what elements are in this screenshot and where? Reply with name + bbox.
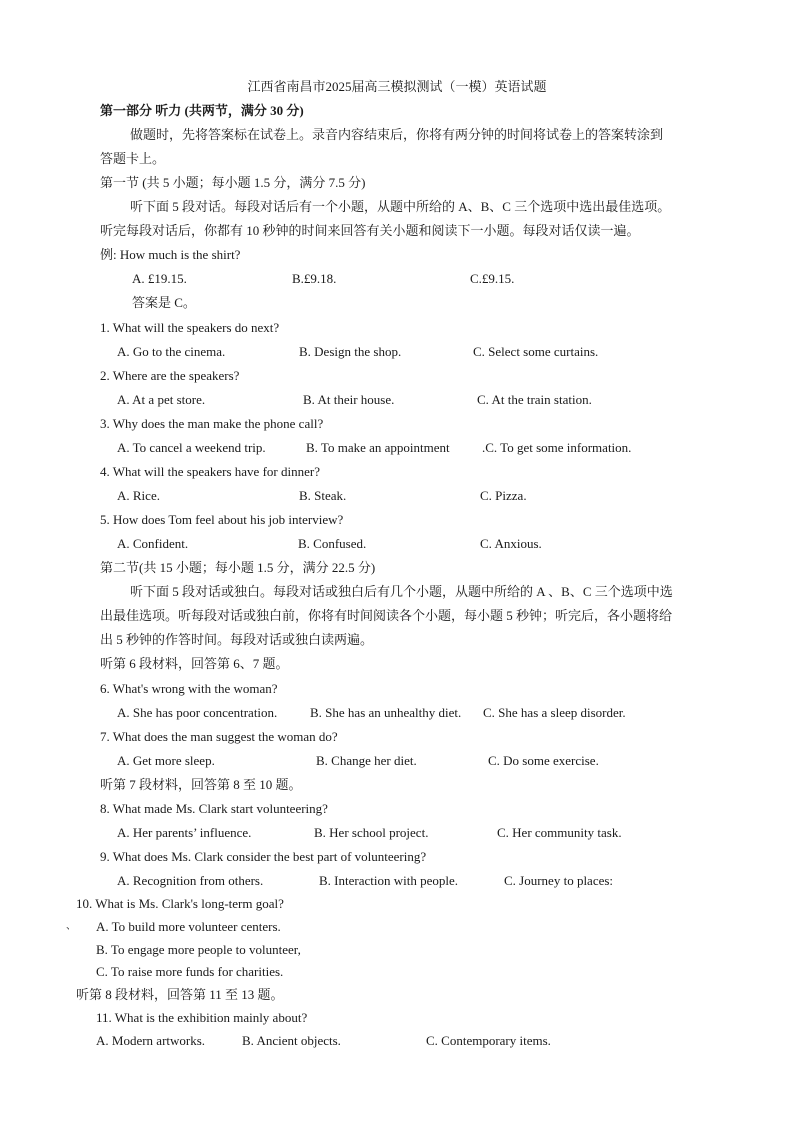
question-3-option-c: .C. To get some information. [482, 440, 632, 455]
question-8: 8. What made Ms. Clark start volunteering? [100, 801, 328, 816]
question-10-option-c: C. To raise more funds for charities. [96, 964, 284, 979]
question-1-option-b: B. Design the shop. [299, 344, 402, 359]
question-3-option-b: B. To make an appointment [306, 440, 450, 455]
material-7-note: 听第 7 段材料，回答第 8 至 10 题。 [100, 777, 302, 792]
section1-heading: 第一节 (共 5 小题；每小题 1.5 分，满分 7.5 分) [100, 175, 366, 190]
question-10-option-b: B. To engage more people to volunteer, [96, 942, 301, 957]
question-7-option-a: A. Get more sleep. [117, 753, 215, 768]
part1-instruction-line2: 答题卡上。 [100, 151, 166, 166]
example-answer: 答案是 C。 [132, 295, 196, 310]
example-option-c: C.£9.15. [470, 271, 515, 286]
question-6-option-b: B. She has an unhealthy diet. [310, 705, 462, 720]
part1-heading: 第一部分 听力 (共两节，满分 30 分) [100, 103, 304, 118]
question-9-option-c: C. Journey to places: [504, 873, 614, 888]
question-9-option-b: B. Interaction with people. [319, 873, 458, 888]
question-10-option-a: A. To build more volunteer centers. [96, 919, 281, 934]
question-6-option-c: C. She has a sleep disorder. [483, 705, 626, 720]
material-8-note: 听第 8 段材料，回答第 11 至 13 题。 [76, 987, 284, 1002]
question-4-option-b: B. Steak. [299, 488, 347, 503]
section2-instruction-line2: 出最佳选项。听每段对话或独白前，你将有时间阅读各个小题，每小题 5 秒钟；听完后，各小题将给 [100, 608, 673, 623]
material-6-note: 听第 6 段材料，回答第 6、7 题。 [100, 656, 289, 671]
stray-mark: 、 [66, 921, 76, 932]
example-option-a: A. £19.15. [132, 271, 187, 286]
section1-instruction-line1: 听下面 5 段对话。每段对话后有一个小题，从题中所给的 A、B、C 三个选项中选出最佳选项。 [130, 199, 671, 214]
question-4-option-a: A. Rice. [117, 488, 160, 503]
question-7-option-c: C. Do some exercise. [488, 753, 599, 768]
question-6-option-a: A. She has poor concentration. [117, 705, 278, 720]
question-11-option-b: B. Ancient objects. [242, 1033, 341, 1048]
question-9-option-a: A. Recognition from others. [117, 873, 264, 888]
question-2-option-a: A. At a pet store. [117, 392, 206, 407]
question-10: 10. What is Ms. Clark's long-term goal? [76, 896, 284, 911]
question-3-option-a: A. To cancel a weekend trip. [117, 440, 266, 455]
question-2-option-c: C. At the train station. [477, 392, 592, 407]
question-7-option-b: B. Change her diet. [316, 753, 417, 768]
question-11: 11. What is the exhibition mainly about? [96, 1010, 308, 1025]
example-question: 例: How much is the shirt? [100, 247, 241, 262]
question-11-option-a: A. Modern artworks. [96, 1033, 206, 1048]
question-11-option-c: C. Contemporary items. [426, 1033, 551, 1048]
question-5-option-b: B. Confused. [298, 536, 367, 551]
question-7: 7. What does the man suggest the woman do? [100, 729, 338, 744]
question-3: 3. Why does the man make the phone call? [100, 416, 324, 431]
question-9: 9. What does Ms. Clark consider the best part of volunteering? [100, 849, 427, 864]
question-6: 6. What's wrong with the woman? [100, 681, 278, 696]
question-5-option-a: A. Confident. [117, 536, 189, 551]
question-8-option-a: A. Her parents’ influence. [117, 825, 252, 840]
question-2-option-b: B. At their house. [303, 392, 395, 407]
section2-heading: 第二节(共 15 小题；每小题 1.5 分，满分 22.5 分) [100, 560, 376, 575]
question-5: 5. How does Tom feel about his job interview? [100, 512, 344, 527]
section2-instruction-line1: 听下面 5 段对话或独白。每段对话或独白后有几个小题，从题中所给的 A 、B、C 三个选项中选 [130, 584, 673, 599]
part1-instruction-line1: 做题时，先将答案标在试卷上。录音内容结束后，你将有两分钟的时间将试卷上的答案转涂到 [130, 127, 664, 142]
question-5-option-c: C. Anxious. [480, 536, 542, 551]
question-4: 4. What will the speakers have for dinner? [100, 464, 320, 479]
section1-instruction-line2: 听完每段对话后，你都有 10 秒钟的时间来回答有关小题和阅读下一小题。每段对话仅读一遍。 [100, 223, 640, 238]
section2-instruction-line3: 出 5 秒钟的作答时间。每段对话或独白读两遍。 [100, 632, 374, 647]
question-8-option-b: B. Her school project. [314, 825, 429, 840]
question-1-option-a: A. Go to the cinema. [117, 344, 226, 359]
page-title: 江西省南昌市2025届高三模拟测试（一模）英语试题 [247, 79, 547, 94]
question-2: 2. Where are the speakers? [100, 368, 240, 383]
question-1: 1. What will the speakers do next? [100, 320, 280, 335]
question-8-option-c: C. Her community task. [497, 825, 622, 840]
question-1-option-c: C. Select some curtains. [473, 344, 599, 359]
question-4-option-c: C. Pizza. [480, 488, 527, 503]
example-option-b: B.£9.18. [292, 271, 337, 286]
